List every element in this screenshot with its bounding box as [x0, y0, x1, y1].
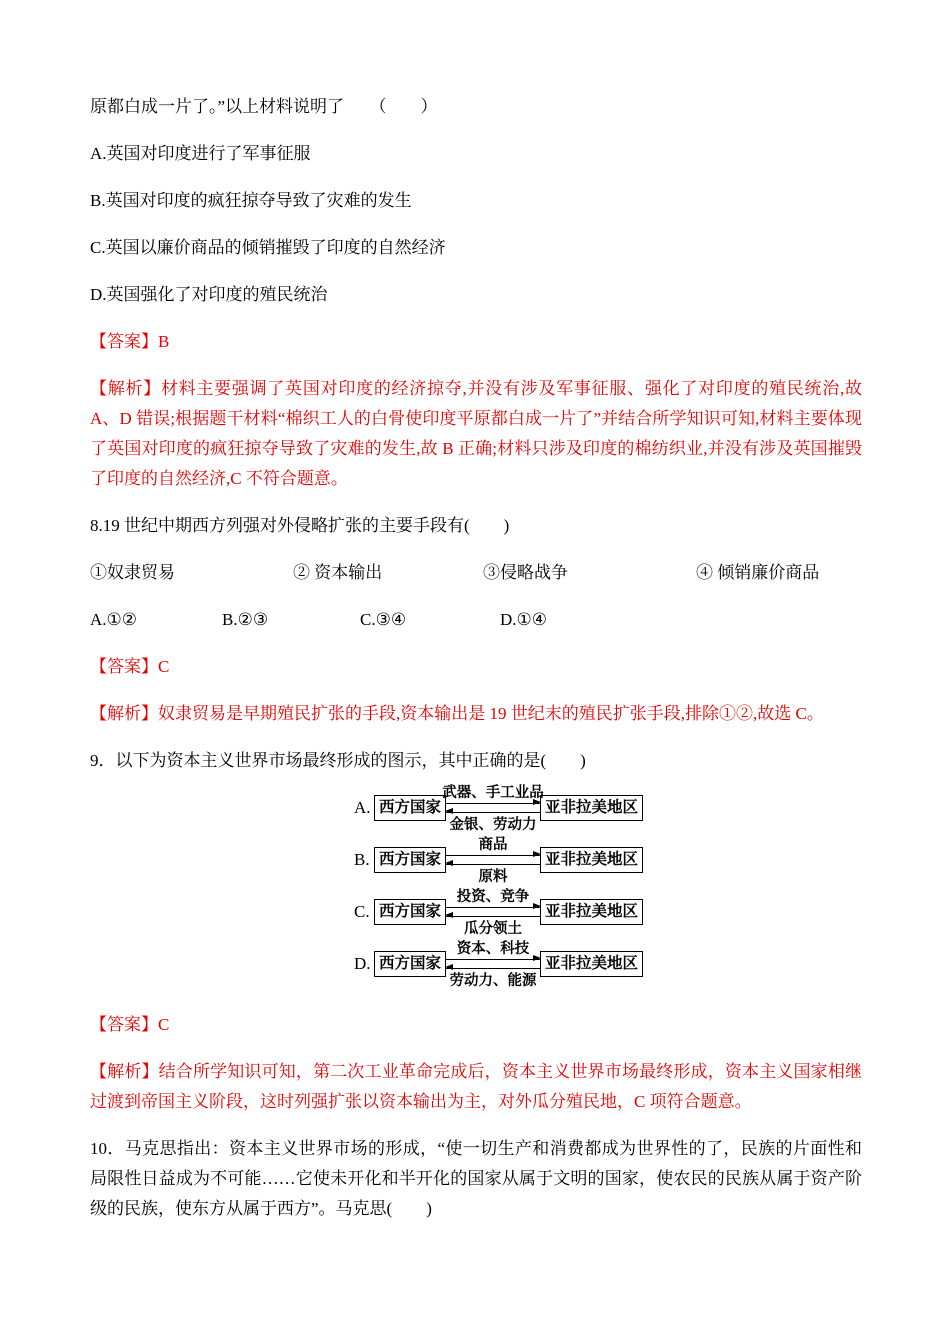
arrow-left-icon	[446, 968, 540, 969]
q9-answer: 【答案】C	[90, 1015, 170, 1034]
q9-stem: 9．以下为资本主义世界市场最终形成的图示，其中正确的是( )	[90, 751, 586, 770]
q8-choice-c: C.③④	[360, 610, 407, 629]
q8-choice-b: B.②③	[222, 610, 269, 629]
asia-africa-latin-america-box: 亚非拉美地区	[540, 899, 643, 925]
arrow-left-icon	[446, 864, 540, 865]
top-flow-label: 商品	[478, 836, 508, 853]
diagram-option-letter-c: C.	[354, 902, 370, 921]
top-flow-label: 投资、竞争	[456, 888, 530, 905]
bottom-flow-label: 原料	[478, 869, 508, 885]
diagram-flows	[446, 886, 540, 938]
asia-africa-latin-america-box: 亚非拉美地区	[540, 847, 643, 873]
q7-option-a: A.英国对印度进行了军事征服	[90, 144, 311, 163]
q7-option-c: C.英国以廉价商品的倾销摧毁了印度的自然经济	[90, 238, 446, 257]
west-countries-box: 西方国家	[374, 951, 446, 977]
diagram-option-letter-d: D.	[354, 954, 371, 973]
q8-numbered-option-2: ② 资本输出	[293, 563, 383, 582]
q7-option-d: D.英国强化了对印度的殖民统治	[90, 285, 328, 304]
q8-choice-d: D.①④	[500, 610, 548, 629]
q7-stem-tail: 原都白成一片了。”以上材料说明了 （ ）	[90, 97, 438, 116]
arrow-right-icon	[446, 803, 540, 804]
q8-stem: 8.19 世纪中期西方列强对外侵略扩张的主要手段有( )	[90, 516, 510, 535]
diagram-flows	[442, 782, 544, 834]
arrow-right-icon	[446, 907, 540, 908]
q7-option-b: B.英国对印度的疯狂掠夺导致了灾难的发生	[90, 191, 412, 210]
q10-stem: 10．马克思指出：资本主义世界市场的形成，“使一切生产和消费都成为世界性的了，民族的片面性和局限性日益成为不可能……它使未开化和半开化的国家从属于文明的国家，使农民的民族从属于资产阶级的民族，使东方从属于西方”。马克思( )	[90, 1139, 862, 1218]
q8-choices	[90, 605, 862, 635]
west-countries-box: 西方国家	[374, 847, 446, 873]
asia-africa-latin-america-box: 亚非拉美地区	[540, 795, 643, 821]
west-countries-box: 西方国家	[374, 899, 446, 925]
diagram-flows	[446, 834, 540, 886]
q7-answer: 【答案】B	[90, 332, 170, 351]
q8-numbered-option-4: ④ 倾销廉价商品	[696, 563, 820, 582]
bottom-flow-label: 瓜分领土	[464, 921, 523, 937]
arrow-left-icon	[446, 916, 540, 917]
q9-diagram	[354, 782, 862, 990]
q8-choice-a: A.①②	[90, 610, 138, 629]
arrow-right-icon	[446, 855, 540, 856]
q8-analysis: 【解析】奴隶贸易是早期殖民扩张的手段,资本输出是 19 世纪末的殖民扩张手段,排除①②,故选 C。	[90, 704, 824, 723]
q8-numbered-option-3: ③侵略战争	[483, 563, 568, 582]
diagram-option-letter-a: A.	[354, 798, 371, 817]
diagram-option-letter-b: B.	[354, 850, 370, 869]
diagram-flows	[446, 938, 540, 990]
q9-diagram-row-d	[354, 938, 862, 990]
bottom-flow-label: 劳动力、能源	[449, 973, 537, 989]
q7-analysis: 【解析】材料主要强调了英国对印度的经济掠夺,并没有涉及军事征服、强化了对印度的殖民统治,故 A、D 错误;根据题干材料“棉织工人的白骨使印度平原都白成一片了”并结合所学知识可知,材料主要体现了英国对印度的疯狂掠夺导致了灾难的发生,故 B 正确;材料只涉及印度的棉纺织业,并没有涉及英国摧毁了印度的自然经济,C 不符合题意。	[90, 379, 862, 488]
q9-diagram-row-c	[354, 886, 862, 938]
q8-numbered-option-1: ①奴隶贸易	[90, 563, 175, 582]
q8-numbered-options	[90, 558, 862, 588]
top-flow-label: 武器、手工业品	[442, 784, 544, 801]
q9-analysis: 【解析】结合所学知识可知，第二次工业革命完成后，资本主义世界市场最终形成，资本主义国家相继过渡到帝国主义阶段，这时列强扩张以资本输出为主，对外瓜分殖民地，C 项符合题意。	[90, 1062, 862, 1111]
asia-africa-latin-america-box: 亚非拉美地区	[540, 951, 643, 977]
q8-answer: 【答案】C	[90, 657, 170, 676]
west-countries-box: 西方国家	[374, 795, 446, 821]
bottom-flow-label: 金银、劳动力	[449, 817, 537, 833]
top-flow-label: 资本、科技	[456, 940, 530, 957]
arrow-left-icon	[446, 812, 540, 813]
q9-diagram-row-a	[354, 782, 862, 834]
q9-diagram-row-b	[354, 834, 862, 886]
arrow-right-icon	[446, 959, 540, 960]
